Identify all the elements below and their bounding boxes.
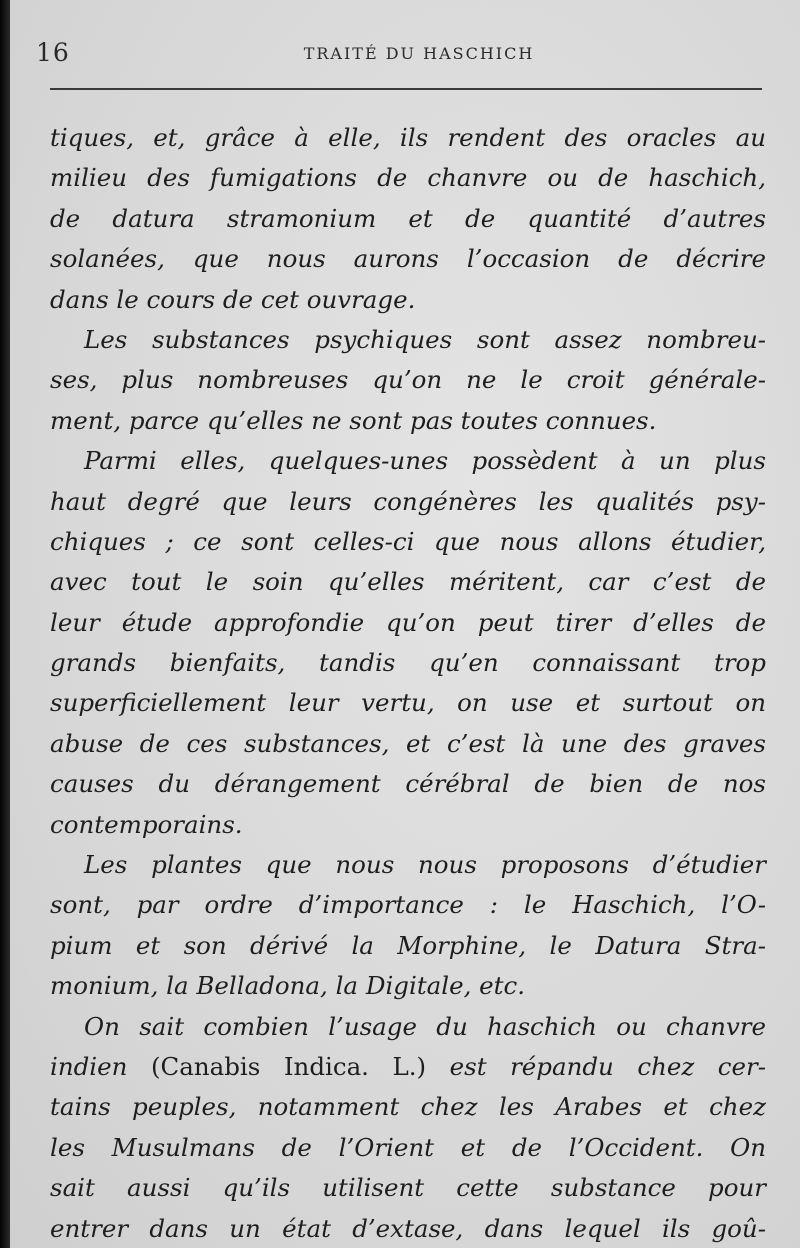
header-rule	[50, 88, 762, 90]
text-segment: est répandu chez cer-	[426, 1051, 766, 1081]
text-line: dans le cours de cet ouvrage.	[50, 284, 416, 314]
text-line: entrer dans un état d’extase, dans lequel ils goû-	[50, 1213, 766, 1243]
text-line: ses, plus nombreuses qu’on ne le croit générale-	[50, 365, 766, 395]
text-segment: indien	[50, 1051, 151, 1081]
text-line: grands bienfaits, tandis qu’en connaissant trop	[50, 648, 766, 678]
text-line: de datura stramonium et de quantité d’autres	[50, 203, 766, 233]
page-number: 16	[36, 38, 70, 67]
text-line: les Musulmans de l’Orient et de l’Occident. On	[50, 1132, 766, 1162]
text-line: chiques ; ce sont celles-ci que nous allons étudier,	[50, 526, 766, 556]
text-line: contemporains.	[50, 809, 243, 839]
text-line: sait aussi qu’ils utilisent cette substance pour	[50, 1173, 766, 1203]
page-left-edge	[0, 0, 10, 1248]
text-line: pium et son dérivé la Morphine, le Datura Stra-	[50, 930, 766, 960]
text-line: avec tout le soin qu’elles méritent, car c’est de	[50, 567, 766, 597]
text-line: haut degré que leurs congénères les qualités psy-	[50, 486, 766, 516]
text-line: solanées, que nous aurons l’occasion de décrire	[50, 244, 766, 274]
text-line: superficiellement leur vertu, on use et surtout on	[50, 688, 766, 718]
text-line: sont, par ordre d’importance : le Haschich, l’O-	[50, 890, 766, 920]
text-line: ment, parce qu’elles ne sont pas toutes connues.	[50, 405, 657, 435]
text-line: tiques, et, grâce à elle, ils rendent des oracles au	[50, 123, 766, 152]
text-line	[50, 1047, 766, 1087]
page-header	[10, 0, 800, 100]
book-page	[10, 0, 800, 1248]
running-title: TRAITÉ DU HASCHICH	[303, 44, 535, 63]
body-text	[50, 118, 766, 1248]
text-line: causes du dérangement cérébral de bien de nos	[50, 769, 766, 799]
text-line: Parmi elles, quelques-unes possèdent à un plus	[84, 446, 766, 476]
latin-name: (Canabis Indica. L.)	[150, 1051, 427, 1081]
text-line: milieu des fumigations de chanvre ou de haschich,	[50, 163, 766, 193]
text-line: Les plantes que nous nous proposons d’étudier	[84, 850, 766, 880]
text-line: Les substances psychiques sont assez nombreu-	[84, 324, 766, 354]
text-line: leur étude approfondie qu’on peut tirer d’elles de	[50, 607, 766, 637]
text-line: On sait combien l’usage du haschich ou chanvre	[84, 1011, 766, 1041]
text-line: tains peuples, notamment chez les Arabes et chez	[50, 1092, 766, 1122]
text-line: monium, la Belladona, la Digitale, etc.	[50, 971, 526, 1001]
text-line: abuse de ces substances, et c’est là une des graves	[50, 728, 766, 758]
